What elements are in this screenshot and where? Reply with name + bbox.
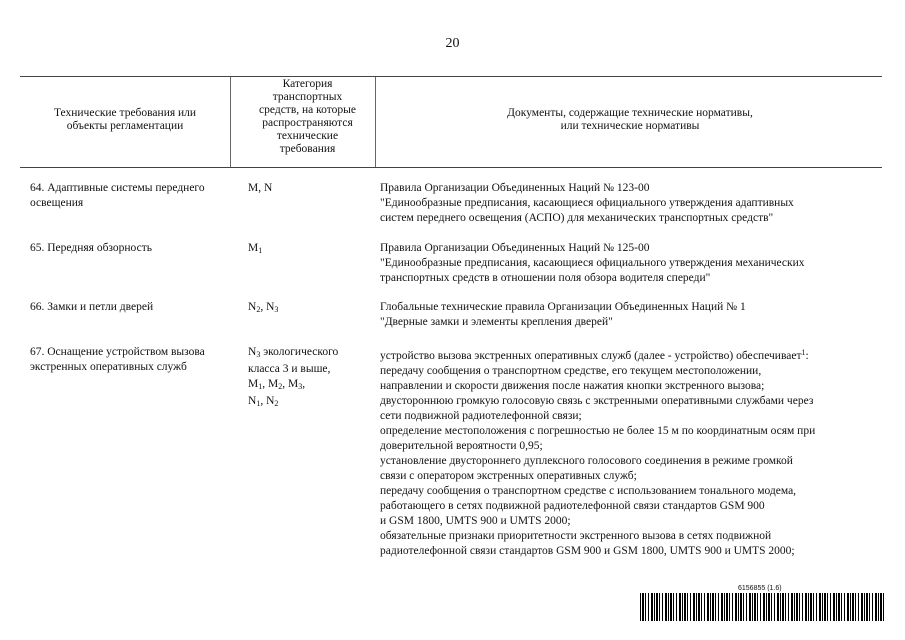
row-65-documents: Правила Организации Объединенных Наций № 125-00 "Единообразные предписания, касающиеся официального утверждения механических транспортных средств в отношении поля обзора водителя спереди" [380,242,805,284]
row-66-documents: Глобальные технические правила Организации Объединенных Наций № 1 "Дверные замки и элементы крепления дверей" [380,301,746,328]
page-number: 20 [445,36,460,51]
header-divider-1 [230,77,231,167]
row-66-requirement: 66. Замки и петли дверей [30,301,154,313]
row-65-requirement: 65. Передняя обзорность [30,242,152,254]
row-64-category: M, N [248,182,273,194]
row-64-documents: Правила Организации Объединенных Наций № 123-00 "Единообразные предписания, касающиеся официального утверждения адаптивных систем переднего освещения (АСПО) для механических транспортных средств" [380,182,794,224]
header-top-rule [20,76,882,77]
header-divider-2 [375,77,376,167]
row-67-documents: устройство вызова экстренных оперативных служб (далее - устройство) обеспечивает$^1$: передачу сообщения о транспортном средстве, его текущем местоположении, направлении и скорости движения после нажатия кнопки экстренного вызова; двустороннюю громкую голосовую связь с экстренными оперативными службами через сети подвижной радиотелефонной связи; определение местоположения с погрешностью не более 15 м по координатным осям при доверительной вероятности 0,95; установление двустороннего дуплексного голосового соединения в режиме громкой связи с оператором экстренных оперативных служб; передачу сообщения о транспортном средстве с использованием тонального модема, работающего в сетях подвижной радиотелефонной связи стандартов GSM 900 и GSM 1800, UMTS 900 и UMTS 2000; обязательные признаки приоритетности экстренного вызова в сетях подвижной радиотелефонной связи стандартов GSM 900 и GSM 1800, UMTS 900 и UMTS 2000; [380,348,816,557]
barcode [640,593,885,621]
document-code: 6156855 (1.6) [738,585,782,592]
row-67-requirement: 67. Оснащение устройством вызова экстренных оперативных служб [30,346,205,373]
column-header-requirements: Технические требования или объекты регламентации [53,107,197,132]
row-67-category: $N_3$ экологического класса 3 и выше, $M_1$, $M_2$, $M_3$, $N_1$, $N_2$ [248,346,339,408]
column-header-documents: Документы, содержащие технические нормативы, или технические нормативы [507,107,753,132]
header-bottom-rule [20,167,882,168]
row-64-requirement: 64. Адаптивные системы переднего освещения [30,182,205,209]
column-header-category: Категория транспортных средств, на которые распространяются технические требования [259,78,356,155]
row-66-category: $N_2$, $N_3$ [248,301,279,314]
row-65-category: $M_1$ [248,242,263,255]
